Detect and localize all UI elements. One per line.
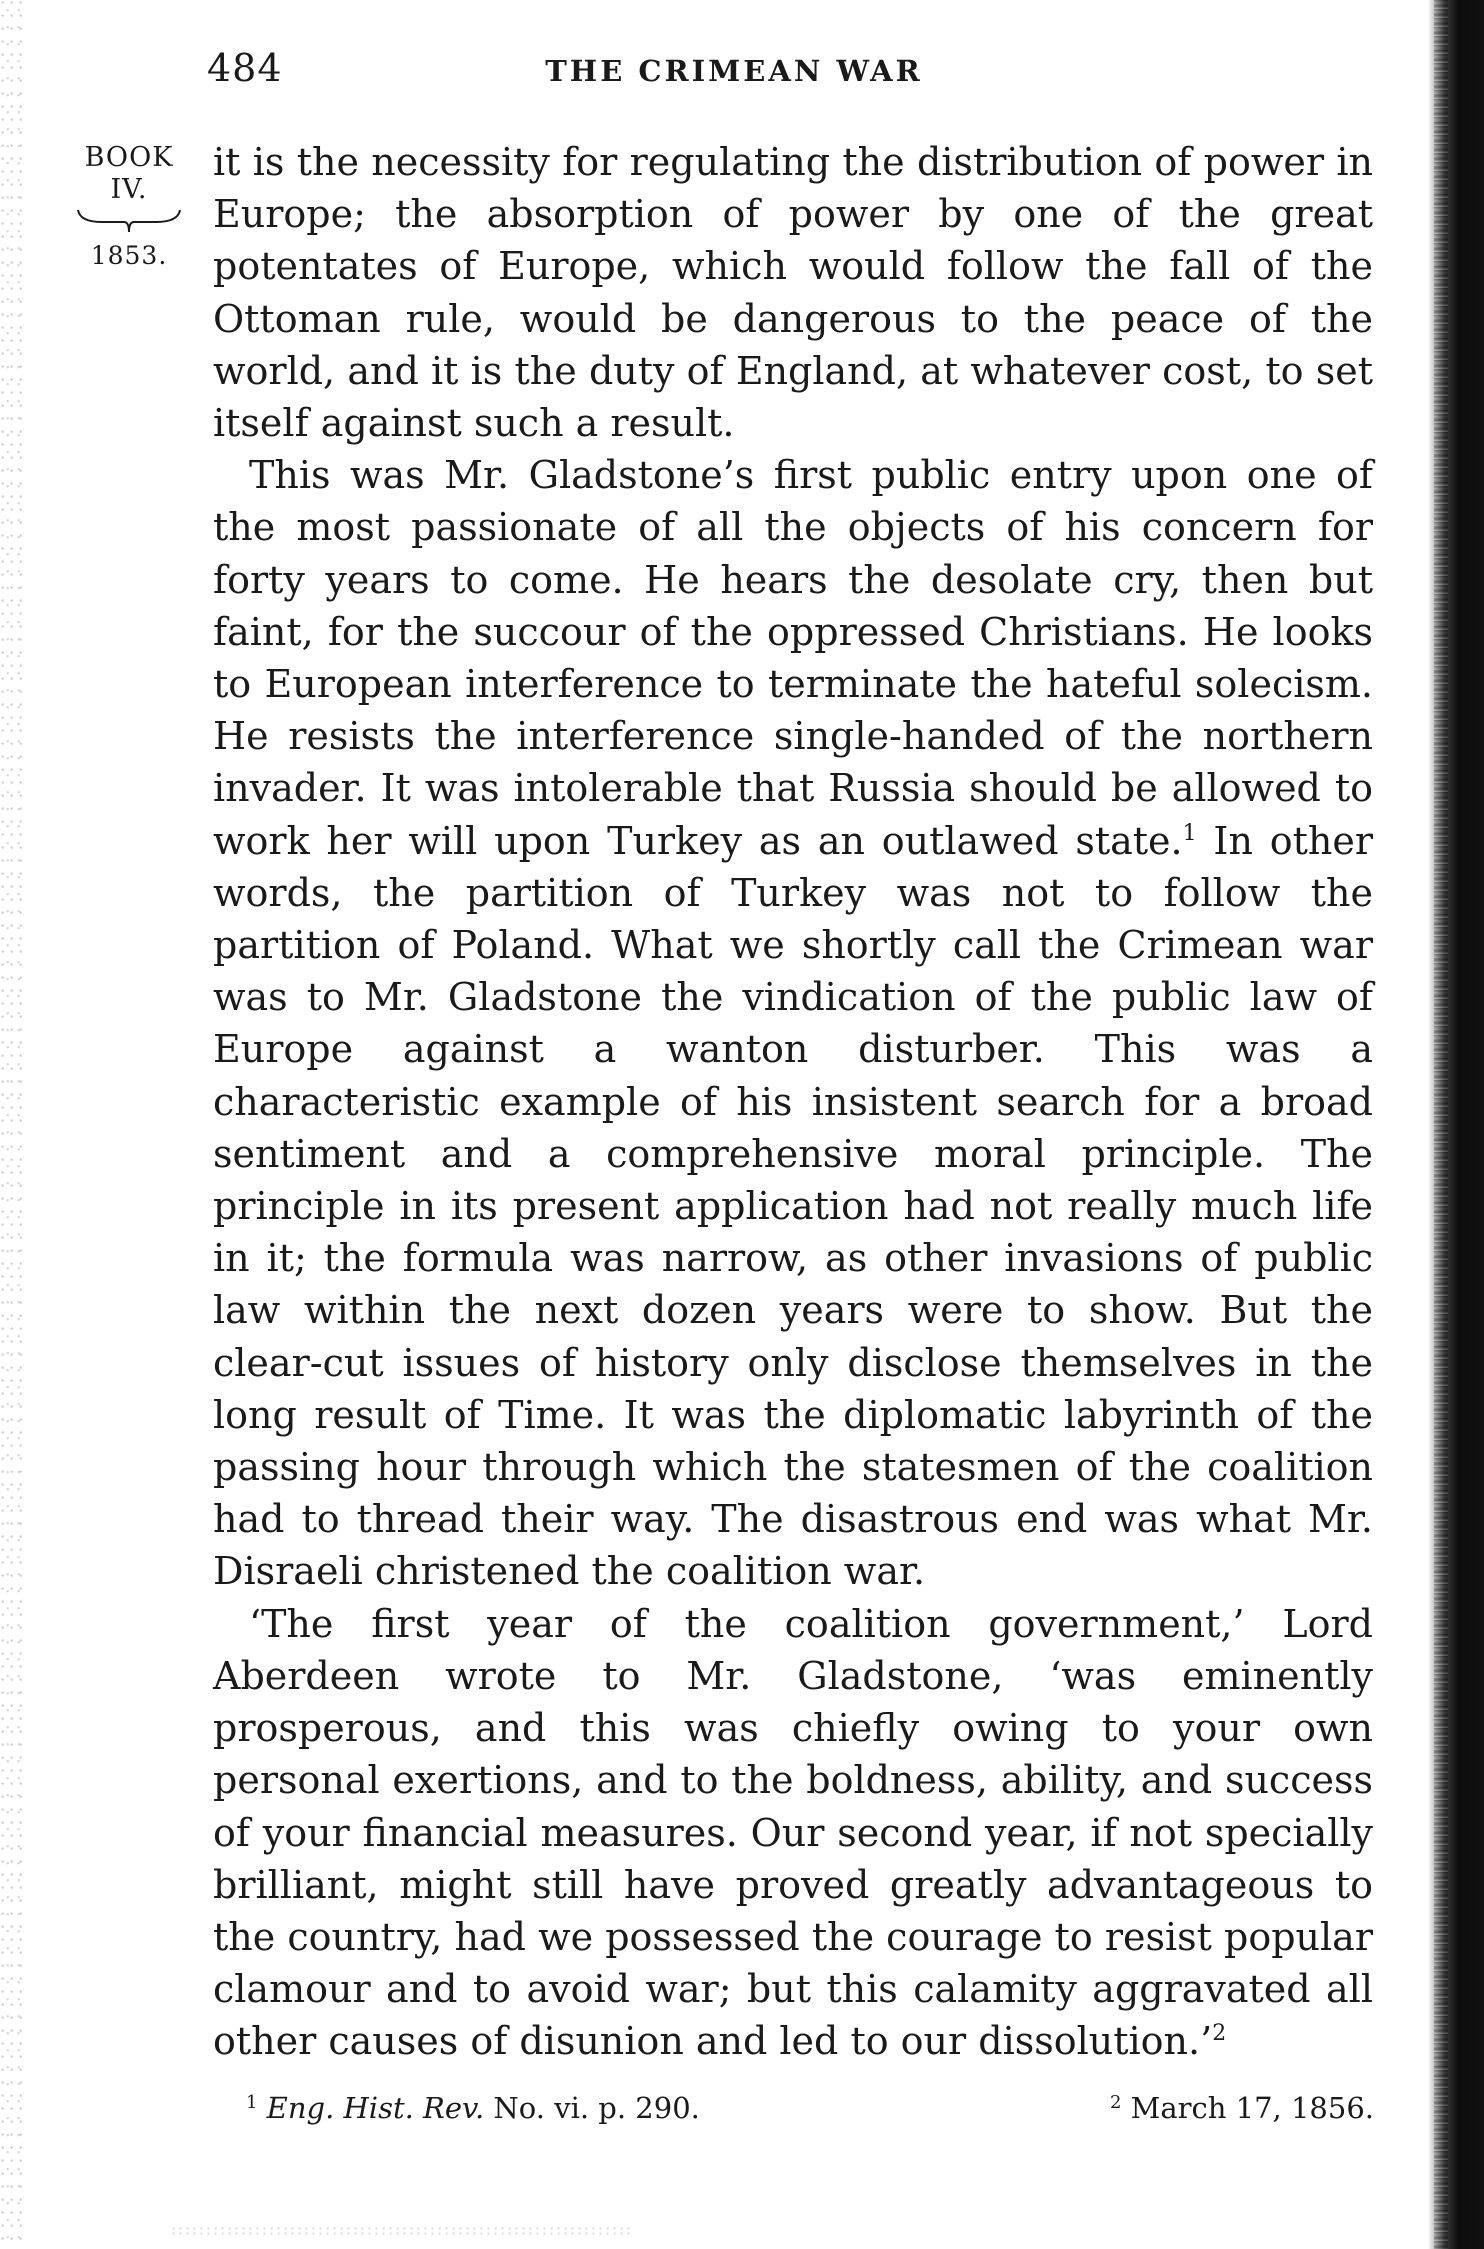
main-text (213, 136, 1373, 2068)
footnote-1-rest: No. vi. p. 290. (484, 2091, 700, 2125)
running-head-title: THE CRIMEAN WAR (545, 54, 923, 88)
paragraph-3-text: ‘The first year of the coalition government,’ Lord Aberdeen wrote to Mr. Gladstone, ‘was eminently prosperous, and this was chiefly owing to your own personal exertions, and to the boldness, ability, and success of your financial measures. Our second year, if not specially brilliant, might still have proved greatly advantageous to the country, had we possessed the courage to resist popular clamour and to avoid war; but this calamity aggravated all other causes of disunion and led to our dissolution.’ (213, 1601, 1373, 2064)
page-edge-shadow (1428, 0, 1484, 2249)
brace-icon (74, 206, 184, 236)
footnotes (246, 2091, 1374, 2125)
paragraph-1: it is the necessity for regulating the distribution of power in Europe; the absorption of power by one of the great potentates of Europe, which would follow the fall of the Ottoman rule, would be dangerous to the peace of the world, and it is the duty of England, at whatever cost, to set itself against such a result. (213, 140, 1373, 446)
footnote-1-source: Eng. Hist. Rev. (266, 2091, 485, 2125)
paragraph-3 (213, 1598, 1373, 2068)
footnote-2 (1110, 2091, 1374, 2125)
sidenote-year: 1853. (90, 241, 168, 270)
scan-left-margin-noise (0, 0, 28, 2249)
sidenote-book: BOOK (84, 142, 174, 173)
footnote-2-text: March 17, 1856. (1130, 2091, 1374, 2125)
paragraph-2-part-b: In other words, the partition of Turkey was not to follow the partition of Poland. What we shortly call the Crimean war was to Mr. Gladstone the vindication of the public law of Europe against a wanton disturber. This was a characteristic example of his insistent search for a broad sentiment and a comprehensive moral principle. The principle in its present application had not really much life in it; the formula was narrow, as other invasions of public law within the next dozen years were to show. But the clear-cut issues of history only disclose themselves in the long result of Time. It was the diplomatic labyrinth of the passing hour through which the statesmen of the coalition had to thread their way. The disastrous end was what Mr. Disraeli christened the coalition war. (213, 818, 1374, 1594)
paragraph-2-part-a: This was Mr. Gladstone’s first public entry upon one of the most passionate of all the objects of his concern for forty years to come. He hears the desolate cry, then but faint, for the succour of the oppressed Christians. He looks to European interference to terminate the hateful solecism. He resists the interference single-handed of the northern invader. It was intolerable that Russia should be allowed to work her will upon Turkey as an outlawed state. (213, 453, 1373, 863)
margin-sidenote (64, 142, 194, 272)
page-number: 484 (207, 46, 283, 90)
paragraph-2 (213, 449, 1373, 1597)
scan-bottom-smudge (170, 2226, 630, 2236)
sidenote-volume: IV. (110, 174, 148, 205)
footnote-ref-2: 2 (1212, 2021, 1227, 2047)
footnote-ref-1: 1 (1182, 820, 1197, 846)
footnote-1-mark: 1 (246, 2092, 258, 2113)
footnote-1 (246, 2091, 700, 2125)
footnote-2-mark: 2 (1109, 2092, 1122, 2113)
